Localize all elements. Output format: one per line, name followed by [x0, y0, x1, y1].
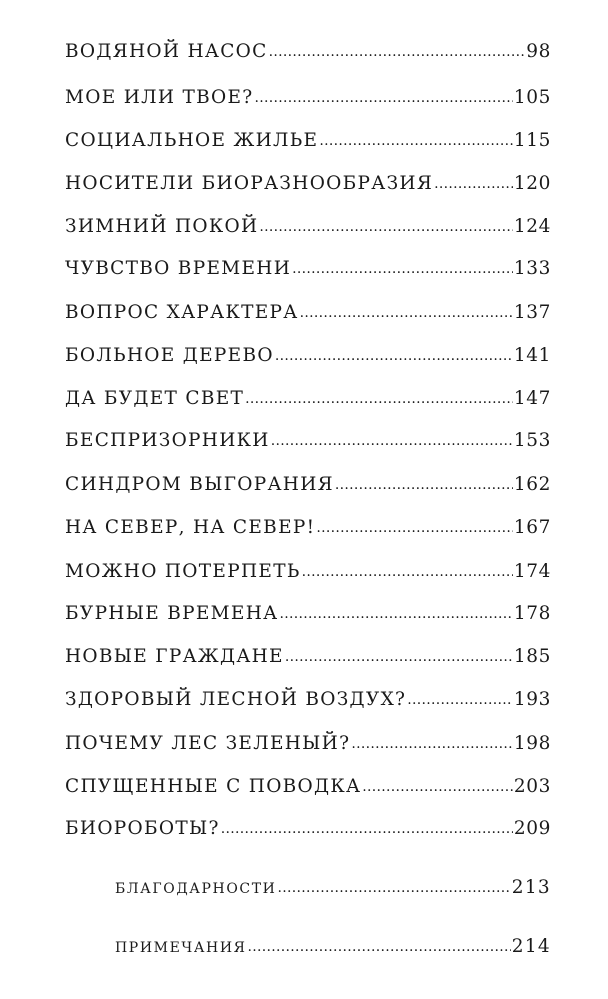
toc-entry-page: 137 [513, 302, 551, 323]
toc-entry-page: 167 [513, 517, 551, 538]
dot-leader [302, 564, 513, 580]
dot-leader [335, 477, 513, 493]
toc-entry [65, 689, 551, 710]
toc-entry-title: НА СЕВЕР, НА СЕВЕР! [65, 517, 316, 538]
toc-entry-title: ВОДЯНОЙ НАСОС [65, 41, 268, 62]
dot-leader [277, 880, 510, 896]
dot-leader [269, 44, 526, 60]
toc-entry-page: 214 [511, 936, 551, 957]
toc-entry-title: ВОПРОС ХАРАКТЕРА [65, 302, 299, 323]
toc-entry-title: ЧУВСТВО ВРЕМЕНИ [65, 258, 292, 279]
toc-entry-page: 147 [513, 388, 551, 409]
toc-back-matter-entry [115, 877, 551, 898]
toc-entry-title: ПОЧЕМУ ЛЕС ЗЕЛЕНЫЙ? [65, 733, 351, 754]
toc-entry [65, 776, 551, 797]
toc-entry [65, 561, 551, 582]
toc-entry [65, 258, 551, 279]
toc-entry [65, 733, 551, 754]
toc-entry [65, 388, 551, 409]
toc-entry [65, 216, 551, 237]
toc-entry-title: БИОРОБОТЫ? [65, 818, 220, 839]
dot-leader [319, 133, 513, 149]
toc-entry-page: 185 [513, 646, 551, 667]
toc-entry-title: БУРНЫЕ ВРЕМЕНА [65, 603, 279, 624]
dot-leader [255, 90, 513, 106]
toc-entry-title: СОЦИАЛЬНОЕ ЖИЛЬЕ [65, 130, 319, 151]
dot-leader [248, 939, 511, 955]
toc-entry [65, 474, 551, 495]
toc-entry-page: 203 [513, 776, 551, 797]
toc-entry-title: ДА БУДЕТ СВЕТ [65, 388, 245, 409]
toc-entry-title: ЗИМНИЙ ПОКОЙ [65, 216, 259, 237]
toc-entry-page: 115 [513, 130, 551, 151]
toc-entry-page: 133 [513, 258, 551, 279]
dot-leader [221, 821, 513, 837]
dot-leader [259, 219, 512, 235]
dot-leader [362, 779, 513, 795]
toc-entry-page: 153 [513, 430, 551, 451]
toc-entry-page: 98 [526, 41, 551, 62]
toc-entry-title: ПРИМЕЧАНИЯ [115, 940, 247, 956]
toc-entry-title: БЕСПРИЗОРНИКИ [65, 430, 270, 451]
toc-entry-title: НОСИТЕЛИ БИОРАЗНООБРАЗИЯ [65, 173, 434, 194]
toc-entry-title: БОЛЬНОЕ ДЕРЕВО [65, 345, 274, 366]
dot-leader [285, 649, 513, 665]
dot-leader [245, 391, 513, 407]
dot-leader [434, 176, 513, 192]
dot-leader [279, 606, 512, 622]
toc-entry [65, 130, 551, 151]
toc-entry [65, 430, 551, 451]
toc-entry-title: СИНДРОМ ВЫГОРАНИЯ [65, 474, 334, 495]
toc-entry [65, 603, 551, 624]
toc-entry-page: 124 [513, 216, 551, 237]
toc-entry [65, 345, 551, 366]
toc-entry-page: 178 [513, 603, 551, 624]
toc-entry [65, 517, 551, 538]
toc-entry-title: МОЕ ИЛИ ТВОЕ? [65, 87, 254, 108]
toc-entry [65, 173, 551, 194]
toc-back-matter-entry [115, 936, 551, 957]
toc-entry-title: БЛАГОДАРНОСТИ [115, 881, 277, 897]
toc-entry-page: 120 [513, 173, 551, 194]
toc-entry-page: 193 [513, 689, 551, 710]
toc-entry [65, 818, 551, 839]
dot-leader [271, 433, 513, 449]
dot-leader [351, 736, 513, 752]
dot-leader [292, 261, 513, 277]
dot-leader [275, 348, 513, 364]
dot-leader [316, 520, 513, 536]
dot-leader [300, 305, 513, 321]
toc-entry-page: 105 [513, 87, 551, 108]
toc-entry-title: СПУЩЕННЫЕ С ПОВОДКА [65, 776, 362, 797]
toc-entry-page: 213 [511, 877, 551, 898]
toc-entry-title: НОВЫЕ ГРАЖДАНЕ [65, 646, 284, 667]
toc-entry-title: МОЖНО ПОТЕРПЕТЬ [65, 561, 301, 582]
toc-entry-page: 198 [513, 733, 551, 754]
dot-leader [407, 692, 513, 708]
toc-entry-page: 209 [513, 818, 551, 839]
toc-entry [65, 87, 551, 108]
toc-entry-page: 162 [513, 474, 551, 495]
toc-entry [65, 646, 551, 667]
toc-entry-page: 174 [513, 561, 551, 582]
toc-entry [65, 302, 551, 323]
toc-entry [65, 41, 551, 62]
toc-entry-title: ЗДОРОВЫЙ ЛЕСНОЙ ВОЗДУХ? [65, 689, 407, 710]
toc-entry-page: 141 [513, 345, 551, 366]
